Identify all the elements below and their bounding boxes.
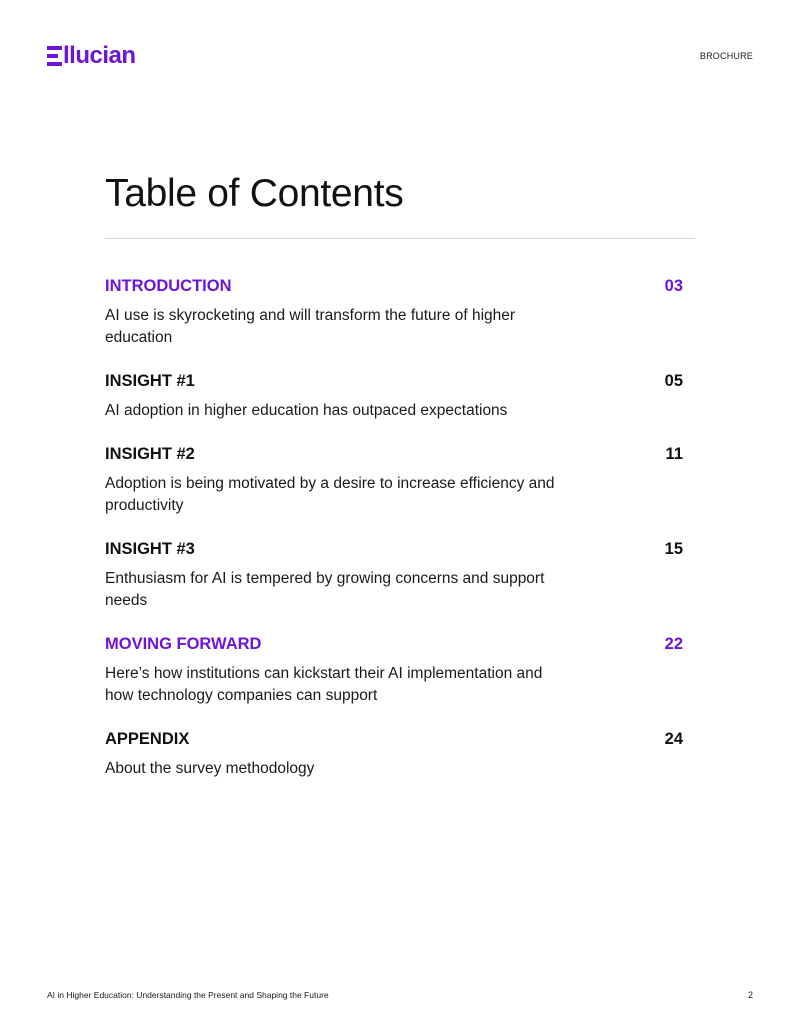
toc-entry-appendix[interactable] bbox=[105, 730, 683, 790]
footer-document-title: AI in Higher Education: Understanding the Present and Shaping the Future bbox=[47, 990, 329, 1000]
toc-entry-title: MOVING FORWARD bbox=[105, 635, 262, 653]
toc-entry-insight-2[interactable] bbox=[105, 445, 683, 540]
toc-entry-description: AI use is skyrocketing and will transform the future of higher education bbox=[105, 307, 516, 346]
toc-entry-description: Adoption is being motivated by a desire to increase efficiency and productivity bbox=[105, 475, 555, 514]
toc-entry-moving-forward[interactable] bbox=[105, 635, 683, 730]
toc-entry-title: INSIGHT #2 bbox=[105, 445, 195, 463]
toc-entry-insight-3[interactable] bbox=[105, 540, 683, 635]
toc-entry-page: 22 bbox=[664, 635, 683, 653]
toc-entry-page: 11 bbox=[665, 445, 683, 463]
page-title: Table of Contents bbox=[105, 172, 404, 215]
toc-entry-page: 15 bbox=[664, 540, 683, 558]
toc-entry-header bbox=[105, 730, 683, 749]
logo-text: llucian bbox=[63, 42, 136, 69]
toc-entry-header bbox=[105, 445, 683, 464]
ellucian-logo bbox=[47, 44, 136, 68]
toc-entry-page: 03 bbox=[664, 277, 683, 295]
toc-entry-header bbox=[105, 277, 683, 296]
toc-entry-page: 05 bbox=[664, 372, 683, 390]
toc-entry-title: INSIGHT #1 bbox=[105, 372, 195, 390]
toc-entry-description: About the survey methodology bbox=[105, 760, 315, 777]
toc-entry-header bbox=[105, 635, 683, 654]
toc-entry-description: AI adoption in higher education has outpaced expectations bbox=[105, 402, 508, 419]
document-type-label: BROCHURE bbox=[699, 51, 753, 61]
toc-entry-page: 24 bbox=[664, 730, 683, 748]
table-of-contents bbox=[105, 277, 683, 790]
toc-entry-header bbox=[105, 540, 683, 559]
footer-page-number: 2 bbox=[747, 990, 753, 1000]
toc-entry-title: INTRODUCTION bbox=[105, 277, 232, 295]
toc-entry-insight-1[interactable] bbox=[105, 372, 683, 445]
toc-entry-introduction[interactable] bbox=[105, 277, 683, 372]
title-divider bbox=[105, 238, 695, 239]
toc-entry-title: APPENDIX bbox=[105, 730, 190, 748]
logo-mark-icon bbox=[47, 46, 62, 66]
toc-entry-header bbox=[105, 372, 683, 391]
toc-entry-description: Enthusiasm for AI is tempered by growing concerns and support needs bbox=[105, 570, 545, 609]
toc-entry-description: Here’s how institutions can kickstart their AI implementation and how technology companies can support bbox=[105, 665, 543, 704]
toc-entry-title: INSIGHT #3 bbox=[105, 540, 195, 558]
